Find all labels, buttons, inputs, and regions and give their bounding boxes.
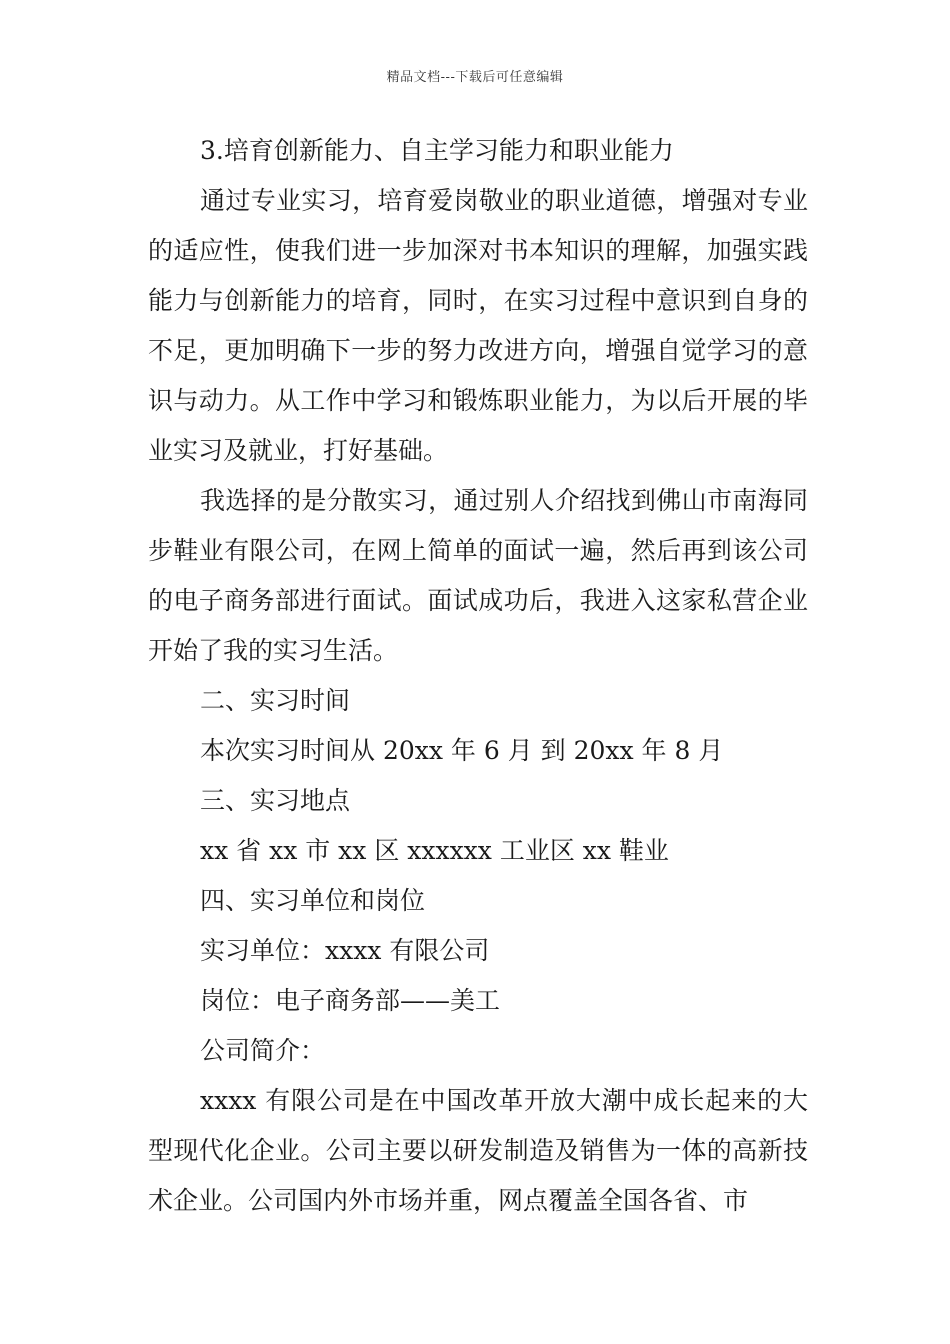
section-place-value: xx 省 xx 市 xx 区 xxxxxx 工业区 xx 鞋业: [200, 836, 669, 865]
section-place-title: 三、实习地点: [200, 786, 351, 815]
document-body: [148, 126, 808, 1226]
heading-3: 3.培育创新能力、自主学习能力和职业能力: [200, 136, 674, 165]
section-time-title: 二、实习时间: [200, 686, 351, 715]
paragraph-company: xxxx 有限公司是在中国改革开放大潮中成长起来的大型现代化企业。公司主要以研发制造及销售为一体的高新技术企业。公司国内外市场并重，网点覆盖全国各省、市: [148, 1086, 808, 1215]
paragraph-choice: 我选择的是分散实习，通过别人介绍找到佛山市南海同步鞋业有限公司，在网上简单的面试一遍，然后再到该公司的电子商务部进行面试。面试成功后，我进入这家私营企业开始了我的实习生活。: [148, 486, 808, 665]
post-line: 岗位：电子商务部——美工: [200, 986, 501, 1015]
section-time-value: 本次实习时间从 20xx 年 6 月 到 20xx 年 8 月: [200, 736, 724, 765]
company-intro-title: 公司简介：: [200, 1036, 326, 1065]
unit-line: 实习单位：xxxx 有限公司: [200, 936, 490, 965]
paragraph-goal: 通过专业实习，培育爱岗敬业的职业道德，增强对专业的适应性，使我们进一步加深对书本知识的理解，加强实践能力与创新能力的培育，同时，在实习过程中意识到自身的不足，更加明确下一步的努力改进方向，增强自觉学习的意识与动力。从工作中学习和锻炼职业能力，为以后开展的毕业实习及就业，打好基础。: [148, 186, 808, 465]
page-header: 精品文档---下载后可任意编辑: [386, 70, 564, 85]
section-unit-title: 四、实习单位和岗位: [200, 886, 426, 915]
